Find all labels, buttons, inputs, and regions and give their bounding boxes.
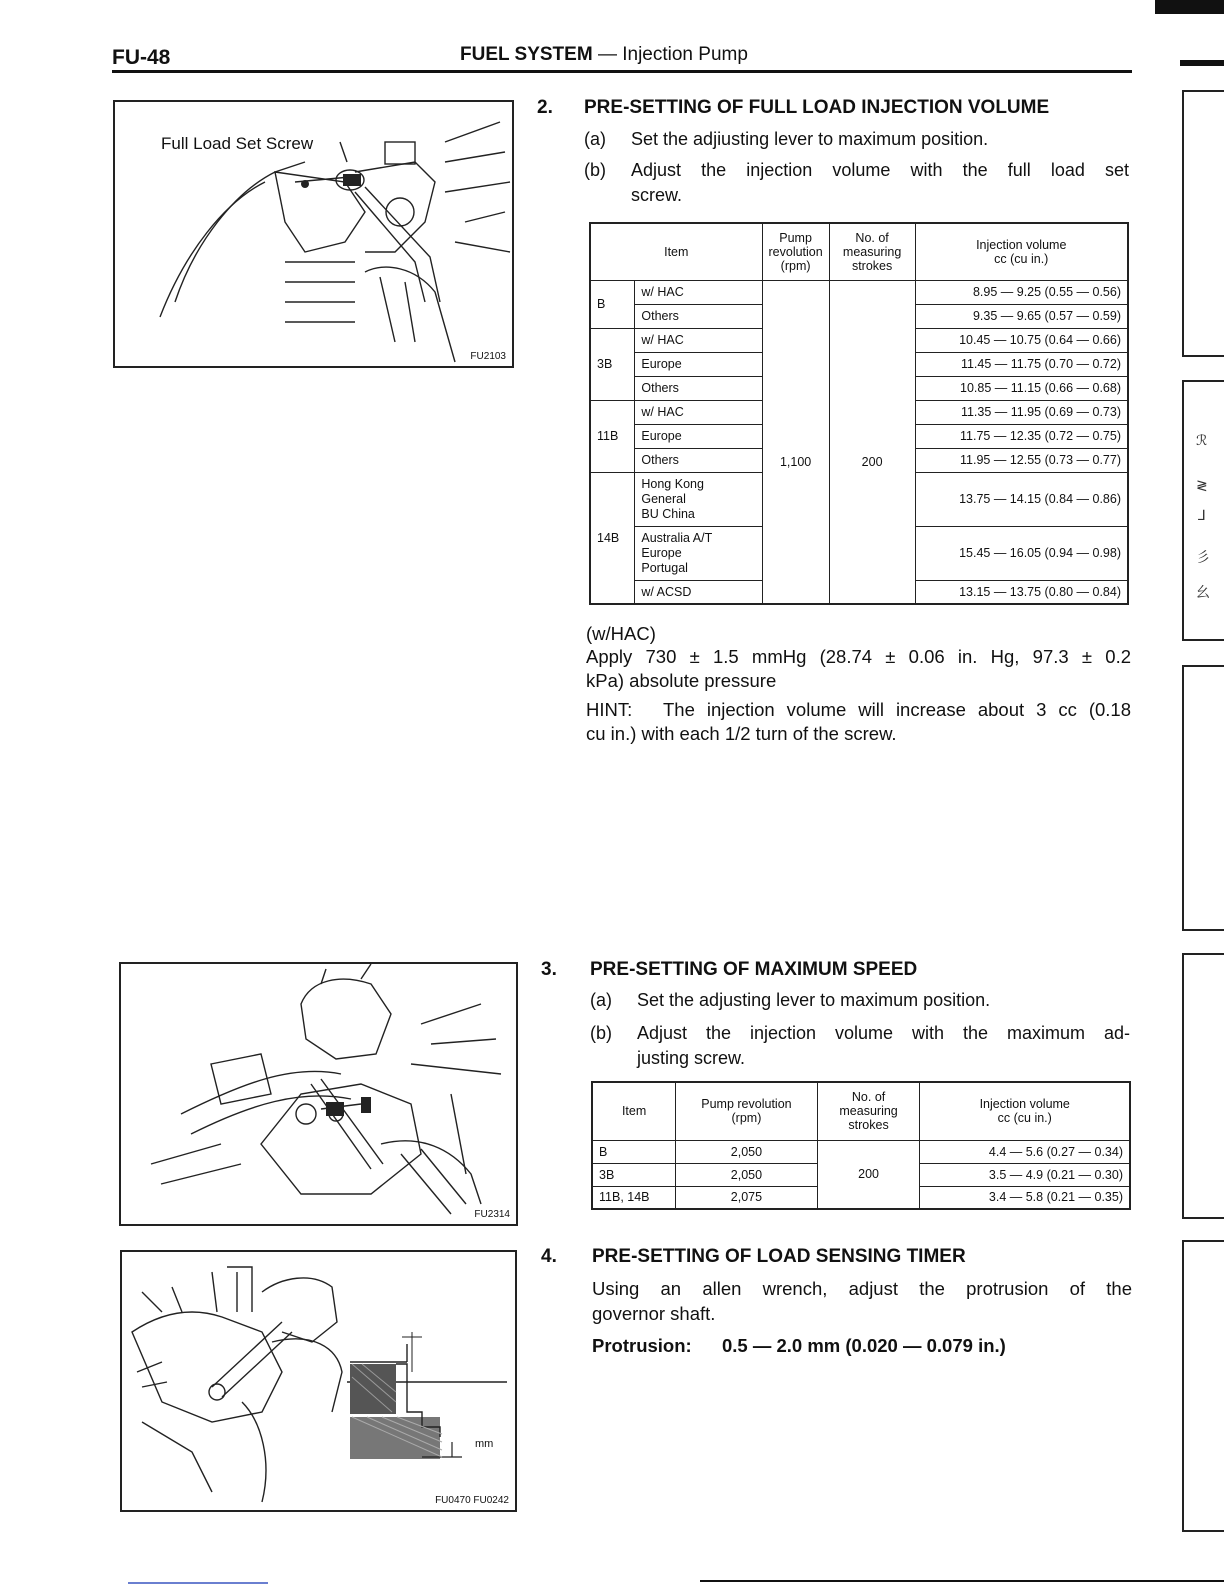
edge-mark [1155,0,1224,14]
side-tab [1182,90,1224,357]
item-cell: w/ HAC [635,400,762,424]
section-3-number: 3. [541,959,557,980]
volume-cell: 3.5 — 4.9 (0.21 — 0.30) [920,1163,1130,1186]
edge-mark [1180,60,1224,66]
table-row [592,1140,1130,1163]
side-tab [1182,665,1224,931]
side-tab-glyph: ⅃ [1198,507,1206,523]
timer-illustration [122,1252,515,1510]
page-number: FU-48 [112,46,171,69]
hint-label: HINT: [586,699,633,720]
header-item: Item [590,223,762,280]
full-load-spec-table [589,222,1129,605]
header-measuring-strokes: No. of measuring strokes [817,1082,920,1140]
section-4-title: PRE-SETTING OF LOAD SENSING TIMER [592,1246,966,1267]
section-4-line-1: Using an allen wrench, adjust the protrusion of the [592,1278,1132,1299]
volume-cell: 9.35 — 9.65 (0.57 — 0.59) [915,304,1128,328]
item-cell: B [592,1140,676,1163]
item-cell: w/ HAC [635,328,762,352]
protrusion-value: 0.5 — 2.0 mm (0.020 — 0.079 in.) [722,1335,1006,1356]
item-cell: Europe [635,424,762,448]
side-tab-glyph: ≷ [1196,477,1208,493]
header-item: Item [592,1082,676,1140]
section-4-number: 4. [541,1246,557,1267]
strokes-cell: 200 [829,280,915,604]
volume-cell: 10.85 — 11.15 (0.66 — 0.68) [915,376,1128,400]
protrusion-label: Protrusion: [592,1335,692,1356]
max-speed-illustration [121,964,516,1224]
subsection-title: Injection Pump [622,44,748,65]
section-2-title: PRE-SETTING OF FULL LOAD INJECTION VOLUME [584,97,1050,118]
side-tab [1182,1240,1224,1532]
step-label: (b) [590,1023,612,1043]
header-injection-volume: Injection volume cc (cu in.) [920,1082,1130,1140]
running-header [460,44,748,66]
figure-callout-label: Full Load Set Screw [161,134,314,153]
volume-cell: 3.4 — 5.8 (0.21 — 0.35) [920,1186,1130,1209]
side-tab [1182,380,1224,641]
item-cell: w/ ACSD [635,580,762,604]
step-label: (b) [584,160,606,180]
header-rule [112,70,1132,73]
rpm-cell: 2,050 [676,1140,818,1163]
model-cell: 11B [590,400,635,472]
header-dash: — [597,44,617,65]
volume-cell: 13.15 — 13.75 (0.80 — 0.84) [915,580,1128,604]
strokes-cell: 200 [817,1140,920,1209]
table-header-row [592,1082,1130,1140]
item-cell: w/ HAC [635,280,762,304]
item-cell: Others [635,376,762,400]
item-cell: Others [635,304,762,328]
figure-full-load-set-screw [113,100,514,368]
volume-cell: 11.45 — 11.75 (0.70 — 0.72) [915,352,1128,376]
step-text-cont: screw. [631,185,683,205]
figure-load-sensing-timer [120,1250,517,1512]
volume-cell: 8.95 — 9.25 (0.55 — 0.56) [915,280,1128,304]
section-3-title: PRE-SETTING OF MAXIMUM SPEED [590,959,918,980]
step-2a [584,127,1129,152]
header-injection-volume: Injection volume cc (cu in.) [915,223,1128,280]
table-row [590,280,1128,304]
item-cell-multiline: Hong Kong General BU China [635,472,762,526]
item-cell: Europe [635,352,762,376]
side-tab-glyph: ℛ [1196,432,1208,448]
header-measuring-strokes: No. of measuring strokes [829,223,915,280]
volume-cell: 13.75 — 14.15 (0.84 — 0.86) [915,472,1128,526]
note-line-1: Apply 730 ± 1.5 mmHg (28.74 ± 0.06 in. Hg, 97.3 ± 0.2 [586,646,1131,667]
side-tab-glyph: ⺓ [1196,584,1210,600]
item-cell: 11B, 14B [592,1186,676,1209]
table-header-row [590,223,1128,280]
step-label: (a) [590,990,612,1010]
item-cell-multiline: Australia A/T Europe Portugal [635,526,762,580]
volume-cell: 4.4 — 5.6 (0.27 — 0.34) [920,1140,1130,1163]
section-2-number: 2. [537,97,553,118]
side-tab [1182,953,1224,1219]
hint-line-1: The injection volume will increase about 3 cc (0.18 [663,699,1131,720]
step-text-cont: justing screw. [637,1048,746,1068]
step-text: Set the adjusting lever to maximum position. [637,990,991,1010]
step-label: (a) [584,129,606,149]
step-text: Set the adjiusting lever to maximum position. [631,129,989,149]
header-pump-revolution: Pump revolution (rpm) [676,1082,818,1140]
volume-cell: 11.75 — 12.35 (0.72 — 0.75) [915,424,1128,448]
note-heading: (w/HAC) [586,623,656,644]
detail-unit-label: mm [475,1438,494,1450]
volume-cell: 11.95 — 12.55 (0.73 — 0.77) [915,448,1128,472]
rpm-cell: 2,075 [676,1186,818,1209]
step-text: Adjust the injection volume with the maximum ad- [637,1023,1130,1043]
section-title: FUEL SYSTEM [460,44,593,65]
side-tab-glyph: ⼺ [1196,549,1210,565]
model-cell: 14B [590,472,635,604]
max-speed-spec-table [591,1081,1131,1210]
figure-code: FU2103 [470,351,506,362]
volume-cell: 11.35 — 11.95 (0.69 — 0.73) [915,400,1128,424]
volume-cell: 10.45 — 10.75 (0.64 — 0.66) [915,328,1128,352]
rpm-cell: 2,050 [676,1163,818,1186]
hint-line-2: cu in.) with each 1/2 turn of the screw. [586,723,897,744]
header-pump-revolution: Pump revolution (rpm) [762,223,829,280]
step-2b [584,158,1129,208]
step-text: Adjust the injection volume with the full load set [631,160,1129,180]
model-cell: B [590,280,635,328]
note-line-2: kPa) absolute pressure [586,670,777,691]
figure-code: FU2314 [474,1209,510,1220]
step-3a [590,988,1130,1013]
figure-code: FU0470 FU0242 [435,1495,509,1506]
item-cell: 3B [592,1163,676,1186]
figure-maximum-speed [119,962,518,1226]
step-3b [590,1021,1130,1071]
item-cell: Others [635,448,762,472]
volume-cell: 15.45 — 16.05 (0.94 — 0.98) [915,526,1128,580]
model-cell: 3B [590,328,635,400]
bottom-edge-mark [700,1580,1224,1582]
rpm-cell: 1,100 [762,280,829,604]
section-4-line-2: governor shaft. [592,1303,716,1324]
